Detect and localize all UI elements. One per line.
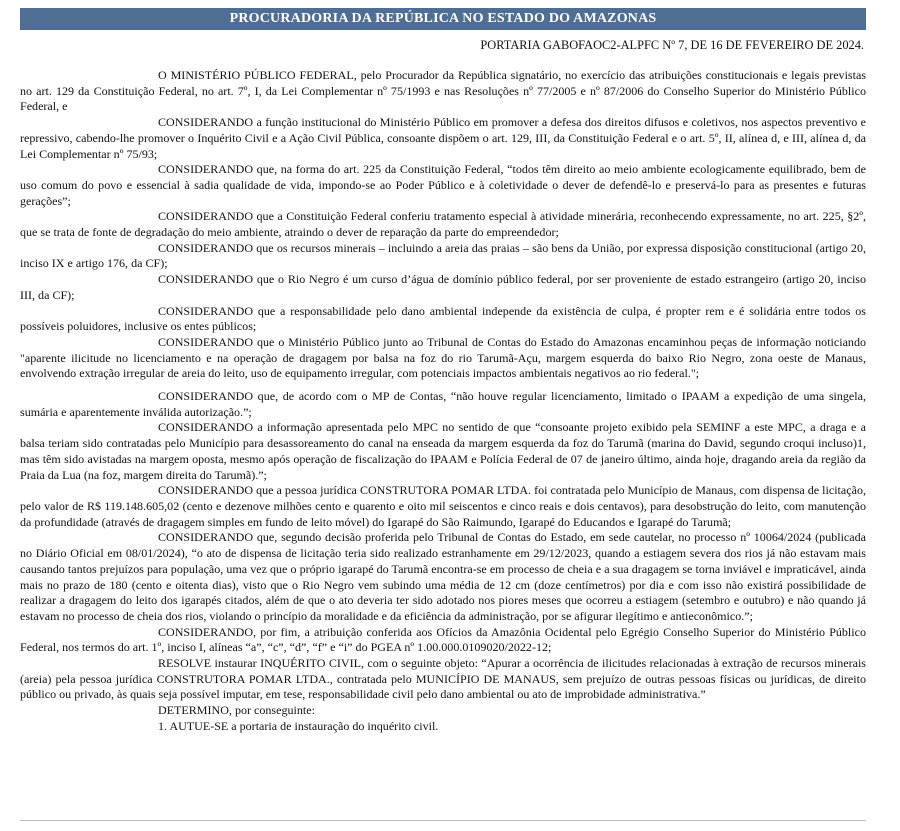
considerando-paragraph: CONSIDERANDO a informação apresentada pelo MPC no sentido de que “consoante projeto exibido pela SEMINF a este MPC, a draga e a balsa teriam sido contratadas pelo Município para desassoreamento do canal na enseada da margem esquerda da foz do Tarumã (marina do David, segundo croqui incluso)1, mas têm sido avistadas na margem oposta, mesmo após operação de fiscalização do IPAAM e Polícia Federal de 07 de janeiro último, ainda hoje, dragando areia da região da Praia da Lua (na foz, margem direita do Tarumã).”; xyxy=(20,420,866,482)
autue-se-item: 1. AUTUE-SE a portaria de instauração do inquérito civil. xyxy=(158,718,439,733)
determino-paragraph: DETERMINO, por conseguinte: xyxy=(158,703,315,718)
considerando-paragraph: CONSIDERANDO que, segundo decisão proferida pelo Tribunal de Contas do Estado, em sede cautelar, no processo nº 10064/2024 (publicada no Diário Oficial em 08/01/2024), “o ato de dispensa de licitação teria sido realizado estranhamente em 29/12/2023, quando a estiagem severa dos rios já não estavam mais causando tantos prejuízos para população, uma vez que o próprio igarapé do Tarumã encontra-se em processo de cheia e a sua dragagem se torna inviável e impraticável, ainda mais no prazo de 180 (cento e oitenta dias), visto que o Rio Negro vem subindo uma média de 12 cm (doze centímetros) por dia e com isso não existirá possibilidade de realizar a dragagem do leito dos igarapés citados, além de que o ato deveria ter sido adotado nos piores meses que ocorreu a estiagem (setembro e outubro) e não quando já estavam no processo de cheia dos rios, violando o princípio da moralidade e da eficiência da administração, por se afigurar ilegítimo e antieconômico.”; xyxy=(20,530,866,623)
considerando-paragraph: CONSIDERANDO que a responsabilidade pelo dano ambiental independe da existência de culpa, é propter rem e é solidária entre todos os possíveis poluidores, inclusive os entes públicos; xyxy=(20,303,866,334)
preamble-paragraph: O MINISTÉRIO PÚBLICO FEDERAL, pelo Procurador da República signatário, no exercício das atribuições constitucionais e legais previstas no art. 129 da Constituição Federal, no art. 7º, I, da Lei Complementar nº 75/1993 e nas Resoluções nº 77/2005 e nº 87/2006 do Conselho Superior do Ministério Público Federal, e xyxy=(20,68,866,114)
considerando-paragraph: CONSIDERANDO que os recursos minerais – incluindo a areia das praias – são bens da União, por expressa disposição constitucional (artigo 20, inciso IX e artigo 176, da CF); xyxy=(20,240,866,271)
considerando-paragraph: CONSIDERANDO que, de acordo com o MP de Contas, “não houve regular licenciamento, limitado o IPAAM a expedição de uma singela, sumária e aparentemente inválida autorização.”; xyxy=(20,389,866,419)
considerando-paragraph: CONSIDERANDO a função institucional do Ministério Público em promover a defesa dos direitos difusos e coletivos, nos aspectos preventivo e repressivo, cabendo-lhe promover o Inquérito Civil e a Ação Civil Pública, consoante dispõem o art. 129, III, da Constituição Federal e o art. 5º, II, alínea d, e III, alínea d, da Lei Complementar nº 75/93; xyxy=(20,115,866,161)
considerando-paragraph: CONSIDERANDO que o Ministério Público junto ao Tribunal de Contas do Estado do Amazonas encaminhou peças de informação noticiando "aparente ilicitude no licenciamento e na operação de dragagem por balsa na foz do rio Tarumã-Açu, margem esquerda do baixo Rio Negro, zona oeste de Manaus, envolvendo extração irregular de areia do leito, uso de equipamento irregular, com potenciais impactos ambientais negativos ao rio federal."; xyxy=(20,334,866,381)
document-body xyxy=(20,68,866,735)
considerando-paragraph: CONSIDERANDO, por fim, a atribuição conferida aos Ofícios da Amazônia Ocidental pelo Egrégio Conselho Superior do Ministério Público Federal, nos termos do art. 1º, inciso I, alíneas “a”, “c”, “d”, “f” e “i” do PGEA nº 1.00.000.0109020/2022-12; xyxy=(20,624,866,655)
considerando-paragraph: CONSIDERANDO que a Constituição Federal conferiu tratamento especial à atividade minerária, reconhecendo expressamente, no art. 225, §2º, que se trata de fonte de degradação do meio ambiente, atraindo o dever de reparação da parte do empreendedor; xyxy=(20,209,866,240)
considerando-paragraph: CONSIDERANDO que, na forma do art. 225 da Constituição Federal, “todos têm direito ao meio ambiente ecologicamente equilibrado, bem de uso comum do povo e essencial à sadia qualidade de vida, impondo-se ao Poder Público e à coletividade o dever de defendê-lo e preservá-lo para as presentes e futuras gerações”; xyxy=(20,162,866,208)
institution-header: PROCURADORIA DA REPÚBLICA NO ESTADO DO AMAZONAS xyxy=(20,8,866,30)
portaria-title: PORTARIA GABOFAOC2-ALPFC Nº 7, DE 16 DE FEVEREIRO DE 2024. xyxy=(480,38,864,52)
considerando-paragraph: CONSIDERANDO que o Rio Negro é um curso d’água de domínio público federal, por ser proveniente de estado estrangeiro (artigo 20, inciso III, da CF); xyxy=(20,272,866,302)
considerando-paragraph: CONSIDERANDO que a pessoa jurídica CONSTRUTORA POMAR LTDA. foi contratada pelo Município de Manaus, com dispensa de licitação, pelo valor de R$ 119.148.605,02 (cento e dezenove milhões cento e quarento e oito mil seiscentos e cinco reais e dois centavos), para desobstrução do leito, com manutenção da profundidade (através de dragagem simples em fundo de leito móvel) do Igarapé do São Raimundo, Igarapé do Educandos e Igarapé do Tarumã; xyxy=(20,483,866,529)
footer-divider xyxy=(20,820,866,821)
resolve-paragraph: RESOLVE instaurar INQUÉRITO CIVIL, com o seguinte objeto: “Apurar a ocorrência de ilicitudes relacionadas à extração de recursos minerais (areia) pela pessoa jurídica CONSTRUTORA POMAR LTDA., contratada pelo MUNICÍPIO DE MANAUS, sem prejuízo de outras pessoas físicas ou jurídicas, de direito público ou privado, às quais seja possível imputar, em tese, responsabilidade civil pelo dano ambiental ou ato de improbidade administrativa.” xyxy=(20,656,866,702)
